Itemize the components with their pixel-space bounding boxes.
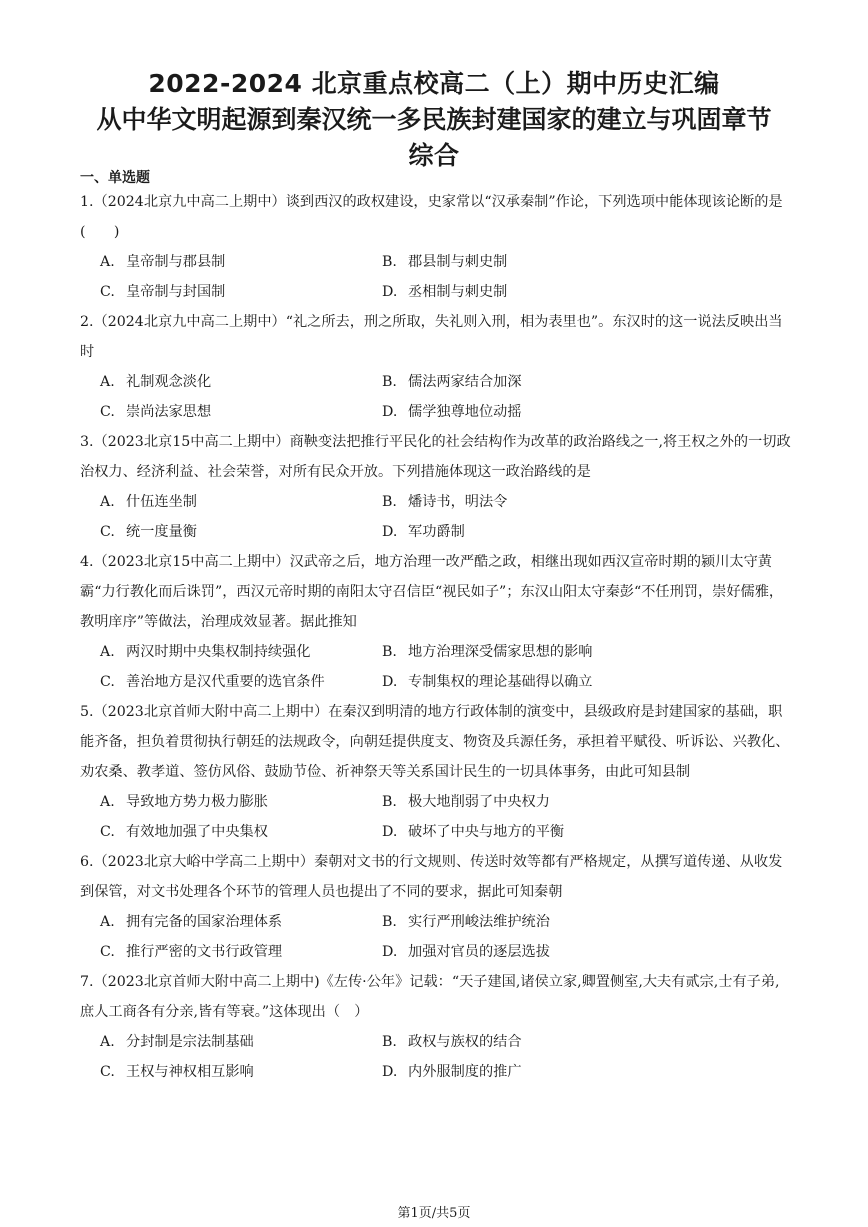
question-stem: 7.（2023北京首师大附中高二上期中)《左传·公年》记载：“天子建国,诸侯立家,卿置侧室,大夫有贰宗,士有子弟,庶人工商各有分亲,皆有等衰。”这体现出（ ） — [80, 974, 780, 1020]
option-text: 郡县制与刺史制 — [408, 254, 508, 270]
option-letter: A. — [100, 254, 115, 270]
option-letter: D. — [382, 404, 398, 420]
option-letter: A. — [100, 494, 115, 510]
option-letter: A. — [100, 794, 115, 810]
question-7 — [80, 967, 792, 1087]
option-letter: D. — [382, 524, 398, 540]
option-group — [80, 637, 792, 697]
option-letter: A. — [100, 374, 115, 390]
option-d — [382, 277, 664, 307]
option-text: 专制集权的理论基础得以确立 — [408, 674, 593, 690]
question-stem: 1.（2024北京九中高二上期中）谈到西汉的政权建设，史家常以“汉承秦制”作论，下列选项中能体现该论断的是( ) — [80, 194, 783, 240]
option-c — [100, 277, 382, 307]
option-text: 地方治理深受儒家思想的影响 — [408, 644, 593, 660]
option-c — [100, 937, 382, 967]
option-text: 导致地方势力极力膨胀 — [126, 794, 268, 810]
option-b — [382, 487, 664, 517]
question-1 — [80, 187, 792, 307]
option-text: 内外服制度的推广 — [408, 1064, 522, 1080]
option-a — [100, 487, 382, 517]
question-list — [80, 187, 792, 1087]
option-letter: B. — [382, 644, 397, 660]
option-a — [100, 367, 382, 397]
option-text: 实行严刑峻法维护统治 — [408, 914, 550, 930]
option-b — [382, 907, 664, 937]
option-c — [100, 1057, 382, 1087]
option-text: 善治地方是汉代重要的选官条件 — [126, 674, 325, 690]
option-letter: C. — [100, 524, 115, 540]
option-letter: C. — [100, 1064, 115, 1080]
option-d — [382, 517, 664, 547]
question-stem: 5.（2023北京首师大附中高二上期中）在秦汉到明清的地方行政体制的演变中，县级政府是封建国家的基础，职能齐备，担负着贯彻执行朝廷的法规政令，向朝廷提供度支、物资及兵源任务，承担着平赋役、听诉讼、兴教化、劝农桑、教孝道、签仿风俗、鼓励节俭、祈神祭天等关系国计民生的一切具体事务，由此可知县制 — [80, 704, 790, 780]
question-stem: 2.（2024北京九中高二上期中）“礼之所去，刑之所取，失礼则入刑，相为表里也”。东汉时的这一说法反映出当时 — [80, 314, 783, 360]
option-d — [382, 817, 664, 847]
option-text: 有效地加强了中央集权 — [126, 824, 268, 840]
option-text: 政权与族权的结合 — [408, 1034, 522, 1050]
page-footer: 第1页/共5页 — [397, 1206, 471, 1221]
option-letter: B. — [382, 914, 397, 930]
option-text: 什伍连坐制 — [126, 494, 197, 510]
option-text: 皇帝制与封国制 — [126, 284, 226, 300]
option-text: 加强对官员的逐层选拔 — [408, 944, 550, 960]
option-group — [80, 367, 792, 427]
option-letter: C. — [100, 824, 115, 840]
option-c — [100, 817, 382, 847]
option-group — [80, 247, 792, 307]
option-letter: B. — [382, 254, 397, 270]
option-a — [100, 787, 382, 817]
question-6 — [80, 847, 792, 967]
option-c — [100, 667, 382, 697]
option-b — [382, 637, 664, 667]
option-letter: A. — [100, 914, 115, 930]
option-text: 皇帝制与郡县制 — [126, 254, 226, 270]
title-line-3: 综合 — [408, 141, 460, 170]
question-stem: 6.（2023北京大峪中学高二上期中）秦朝对文书的行文规则、传送时效等都有严格规定，从撰写道传递、从收发到保管，对文书处理各个环节的管理人员也提出了不同的要求，据此可知秦朝 — [80, 854, 783, 900]
option-d — [382, 1057, 664, 1087]
option-text: 破坏了中央与地方的平衡 — [408, 824, 565, 840]
option-group — [80, 787, 792, 847]
option-letter: D. — [382, 284, 398, 300]
question-3 — [80, 427, 792, 547]
option-letter: D. — [382, 824, 398, 840]
option-letter: A. — [100, 644, 115, 660]
option-b — [382, 367, 664, 397]
option-letter: B. — [382, 494, 397, 510]
option-text: 儒学独尊地位动摇 — [408, 404, 522, 420]
question-stem: 3.（2023北京15中高二上期中）商鞅变法把推行平民化的社会结构作为改革的政治路线之一,将王权之外的一切政治权力、经济利益、社会荣誉，对所有民众开放。下列措施体现这一政治路线的是 — [80, 434, 791, 480]
question-5 — [80, 697, 792, 847]
option-letter: C. — [100, 284, 115, 300]
option-c — [100, 517, 382, 547]
option-d — [382, 667, 664, 697]
option-a — [100, 1027, 382, 1057]
option-letter: B. — [382, 1034, 397, 1050]
option-text: 推行严密的文书行政管理 — [126, 944, 283, 960]
section-heading: 一、单选题 — [80, 170, 150, 186]
option-text: 军功爵制 — [408, 524, 465, 540]
option-letter: C. — [100, 404, 115, 420]
option-text: 分封制是宗法制基础 — [126, 1034, 254, 1050]
option-a — [100, 247, 382, 277]
option-b — [382, 1027, 664, 1057]
option-text: 王权与神权相互影响 — [126, 1064, 254, 1080]
option-text: 两汉时期中央集权制持续强化 — [126, 644, 311, 660]
option-letter: D. — [382, 1064, 398, 1080]
option-b — [382, 787, 664, 817]
option-letter: D. — [382, 944, 398, 960]
option-a — [100, 637, 382, 667]
option-text: 燔诗书，明法令 — [408, 494, 508, 510]
option-b — [382, 247, 664, 277]
option-text: 拥有完备的国家治理体系 — [126, 914, 283, 930]
option-text: 礼制观念淡化 — [126, 374, 212, 390]
document-title — [0, 66, 868, 174]
option-d — [382, 937, 664, 967]
title-line-2: 从中华文明起源到秦汉统一多民族封建国家的建立与巩固章节 — [96, 105, 772, 134]
option-a — [100, 907, 382, 937]
option-text: 儒法两家结合加深 — [408, 374, 522, 390]
question-stem: 4.（2023北京15中高二上期中）汉武帝之后，地方治理一改严酷之政，相继出现如西汉宣帝时期的颍川太守黄霸“力行教化而后诛罚”，西汉元帝时期的南阳太守召信臣“视民如子”；东汉山阳太守秦彭“不任刑罚，崇好儒雅，教明庠序”等做法，治理成效显著。据此推知 — [80, 554, 784, 630]
option-text: 统一度量衡 — [126, 524, 197, 540]
title-line-1: 2022-2024 北京重点校高二（上）期中历史汇编 — [148, 69, 720, 98]
option-group — [80, 907, 792, 967]
option-d — [382, 397, 664, 427]
option-group — [80, 487, 792, 547]
option-letter: B. — [382, 374, 397, 390]
option-letter: A. — [100, 1034, 115, 1050]
option-text: 崇尚法家思想 — [126, 404, 212, 420]
option-letter: C. — [100, 674, 115, 690]
option-group — [80, 1027, 792, 1087]
option-letter: D. — [382, 674, 398, 690]
question-2 — [80, 307, 792, 427]
option-letter: B. — [382, 794, 397, 810]
option-c — [100, 397, 382, 427]
option-letter: C. — [100, 944, 115, 960]
question-4 — [80, 547, 792, 697]
option-text: 极大地削弱了中央权力 — [408, 794, 550, 810]
option-text: 丞相制与刺史制 — [408, 284, 508, 300]
